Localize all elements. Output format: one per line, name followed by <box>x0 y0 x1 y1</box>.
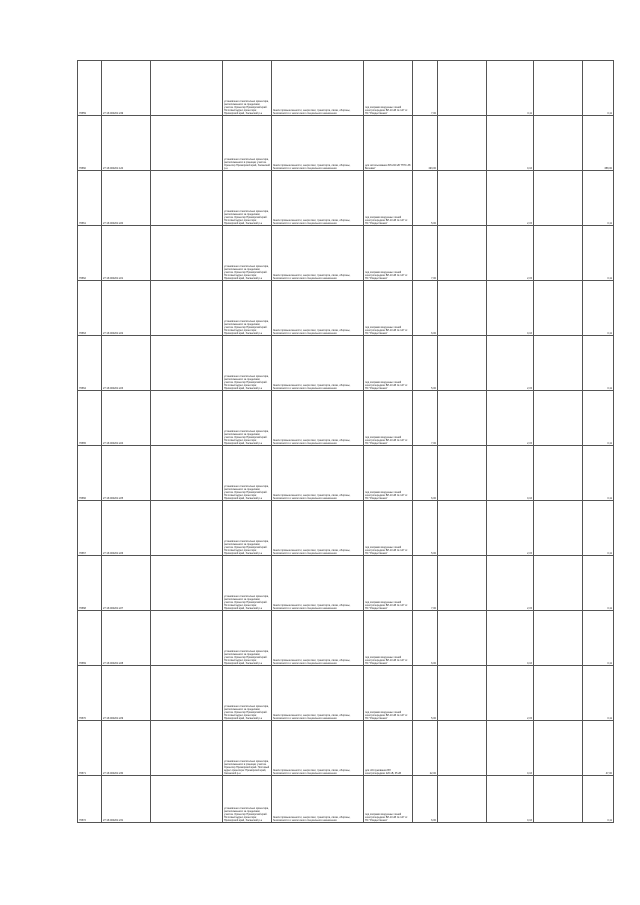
area-value: 22,00 <box>413 721 438 776</box>
empty-cell <box>438 61 487 116</box>
location-description: установлено относительно ориентира, расположенного за пределами участка. Ориентир Приморский край. Почтовый адрес ориентира: Приморский край, Хасанский р-н <box>223 446 272 501</box>
empty-cell <box>438 666 487 721</box>
empty-cell <box>438 721 487 776</box>
table-row <box>78 721 614 776</box>
land-category: Земли промышленности, энергетики, транспорта, связи, обороны, безопасности и земли иного специального назначения <box>272 666 364 721</box>
permitted-use: под опорами воздушных линий электропередачи ВЛ-10 кВ № 147 от ПС "Рождественка" <box>364 556 413 611</box>
empty-cell <box>151 446 223 501</box>
row-number: 76568 <box>78 556 102 611</box>
empty-cell <box>534 776 583 823</box>
area-value: 7,00 <box>413 391 438 446</box>
cadastral-number: 27:16:000201:221 <box>102 226 151 281</box>
rate-value: 2,15 <box>487 556 534 611</box>
cadastral-number: 27:16:000201:223 <box>102 336 151 391</box>
land-category: Земли промышленности, энергетики, транспорта, связи, обороны, безопасности и земли иного специального назначения <box>272 556 364 611</box>
cadastral-number: 27:16:000201:222 <box>102 281 151 336</box>
area-value: 6,00 <box>413 611 438 666</box>
empty-cell <box>438 226 487 281</box>
area-value: 6,00 <box>413 281 438 336</box>
table-row <box>78 391 614 446</box>
area-value: 5,00 <box>413 501 438 556</box>
land-category: Земли промышленности, энергетики, транспорта, связи, обороны, безопасности и земли иного специального назначения <box>272 776 364 823</box>
empty-cell <box>151 336 223 391</box>
empty-cell <box>438 611 487 666</box>
land-category: Земли промышленности, энергетики, транспорта, связи, обороны, безопасности и земли иного специального назначения <box>272 501 364 556</box>
empty-cell <box>534 666 583 721</box>
permitted-use: под опорами воздушных линий электропередачи ВЛ-10 кВ № 147 от ПС "Рождественка" <box>364 281 413 336</box>
permitted-use: для использования ВЛ-220 кВ "НПС-38 Бичевая" <box>364 116 413 171</box>
row-number: 76569 <box>78 611 102 666</box>
total-value: 0,11 <box>583 446 614 501</box>
land-category: Земли промышленности, энергетики, транспорта, связи, обороны, безопасности и земли иного специального назначения <box>272 226 364 281</box>
area-value: 7,00 <box>413 61 438 116</box>
location-description: установлено относительно ориентира, расположенного за пределами участка. Ориентир Приморский край. Почтовый адрес ориентира: Приморский край, Хасанский р-н <box>223 556 272 611</box>
land-category: Земли промышленности, энергетики, транспорта, связи, обороны, безопасности и земли иного специального назначения <box>272 281 364 336</box>
table-row <box>78 226 614 281</box>
rate-value: 0,16 <box>487 446 534 501</box>
location-description: установлено относительно ориентира, расположенного за пределами участка. Ориентир Приморский край. Почтовый адрес ориентира: Приморский край, Хасанский р-н <box>223 776 272 823</box>
cadastral-number: 27:16:000201:230 <box>102 721 151 776</box>
total-value: 0,11 <box>583 391 614 446</box>
table-row <box>78 61 614 116</box>
row-number: 76559 <box>78 61 102 116</box>
cadastral-number: 27:16:000201:120 <box>102 116 151 171</box>
table-row <box>78 501 614 556</box>
total-value: 0,11 <box>583 556 614 611</box>
total-value: 0,11 <box>583 776 614 823</box>
total-value: 0,11 <box>583 226 614 281</box>
rate-value: 0,16 <box>487 776 534 823</box>
empty-cell <box>438 501 487 556</box>
empty-cell <box>151 226 223 281</box>
land-category: Земли промышленности, энергетики, транспорта, связи, обороны, безопасности и земли иного специального назначения <box>272 721 364 776</box>
row-number: 76565 <box>78 391 102 446</box>
rate-value: 0,16 <box>487 721 534 776</box>
land-category: Земли промышленности, энергетики, транспорта, связи, обороны, безопасности и земли иного специального назначения <box>272 391 364 446</box>
empty-cell <box>438 776 487 823</box>
land-category: Земли промышленности, энергетики, транспорта, связи, обороны, безопасности и земли иного специального назначения <box>272 116 364 171</box>
total-value: 0,11 <box>583 281 614 336</box>
table-row <box>78 116 614 171</box>
location-description: установлено относительно ориентира, расположенного за пределами участка. Ориентир Приморский край. Почтовый адрес ориентира: Приморский край, Хасанский р-н <box>223 391 272 446</box>
empty-cell <box>534 116 583 171</box>
table-row <box>78 336 614 391</box>
permitted-use: под опорами воздушных линий электропередачи ВЛ-10 кВ № 147 от ПС "Рождественка" <box>364 666 413 721</box>
rate-value: 2,15 <box>487 391 534 446</box>
location-description: установлено относительно ориентира, расположенного в границах участка. Ориентир Приморский край. Почтовый адрес ориентира: Приморский край, Хасанский р-н <box>223 721 272 776</box>
permitted-use: под опорами воздушных линий электропередачи ВЛ-10 кВ № 147 от ПС "Рождественка" <box>364 391 413 446</box>
empty-cell <box>534 281 583 336</box>
permitted-use: под опорами воздушных линий электропередачи ВЛ-10 кВ № 147 от ПС "Рождественка" <box>364 226 413 281</box>
cadastral-number: 27:16:000201:220 <box>102 171 151 226</box>
area-value: 5,00 <box>413 171 438 226</box>
location-description: установлено относительно ориентира, расположенного за пределами участка. Ориентир Приморский край. Почтовый адрес ориентира: Приморский край, Хасанский р-н <box>223 281 272 336</box>
rate-value: 2,15 <box>487 226 534 281</box>
cadastral-number: 27:16:000201:227 <box>102 556 151 611</box>
permitted-use: под опорами воздушных линий электропередачи ВЛ-10 кВ № 147 от ПС "Рождественка" <box>364 61 413 116</box>
permitted-use: под опорами воздушных линий электропередачи ВЛ-10 кВ № 147 от ПС "Рождественка" <box>364 776 413 823</box>
rate-value: 2,15 <box>487 171 534 226</box>
rate-value: 2,15 <box>487 501 534 556</box>
table-row <box>78 281 614 336</box>
empty-cell <box>151 611 223 666</box>
permitted-use: для обслуживания ВЛ электропередачи 220 кВ, 35 кВ <box>364 721 413 776</box>
table-row <box>78 611 614 666</box>
empty-cell <box>534 721 583 776</box>
empty-cell <box>438 281 487 336</box>
rate-value: 0,16 <box>487 611 534 666</box>
total-value: 0,11 <box>583 336 614 391</box>
empty-cell <box>151 171 223 226</box>
table-row <box>78 446 614 501</box>
empty-cell <box>534 446 583 501</box>
empty-cell <box>534 611 583 666</box>
land-category: Земли промышленности, энергетики, транспорта, связи, обороны, безопасности и земли иного специального назначения <box>272 61 364 116</box>
empty-cell <box>534 171 583 226</box>
empty-cell <box>438 556 487 611</box>
rate-value: 0,16 <box>487 281 534 336</box>
rate-value: 0,16 <box>487 116 534 171</box>
total-value: 0,11 <box>583 611 614 666</box>
cadastral-number: 27:16:000201:231 <box>102 776 151 823</box>
location-description: установлено относительно ориентира, расположенного за пределами участка. Ориентир Приморский край. Почтовый адрес ориентира: Приморский край, Хасанский р-н <box>223 336 272 391</box>
location-description: установлено относительно ориентира, расположенного в границах участка. Ориентир Приморский край, Хасанский р-н <box>223 116 272 171</box>
row-number: 76570 <box>78 666 102 721</box>
land-plot-register-table <box>77 60 614 823</box>
cadastral-number: 27:16:000201:225 <box>102 446 151 501</box>
empty-cell <box>151 61 223 116</box>
empty-cell <box>151 556 223 611</box>
row-number: 76561 <box>78 171 102 226</box>
empty-cell <box>438 391 487 446</box>
table-row <box>78 666 614 721</box>
empty-cell <box>151 776 223 823</box>
area-value: 193,00 <box>413 116 438 171</box>
empty-cell <box>151 666 223 721</box>
permitted-use: под опорами воздушных линий электропередачи ВЛ-10 кВ № 147 от ПС "Рождественка" <box>364 171 413 226</box>
location-description: установлено относительно ориентира, расположенного за пределами участка. Ориентир Приморский край. Почтовый адрес ориентира: Приморский край, Хасанский р-н <box>223 226 272 281</box>
total-value: 388,00 <box>583 116 614 171</box>
row-number: 76564 <box>78 336 102 391</box>
empty-cell <box>534 61 583 116</box>
empty-cell <box>438 116 487 171</box>
empty-cell <box>534 336 583 391</box>
area-value: 6,00 <box>413 776 438 823</box>
row-number: 76566 <box>78 446 102 501</box>
land-category: Земли промышленности, энергетики, транспорта, связи, обороны, безопасности и земли иного специального назначения <box>272 336 364 391</box>
empty-cell <box>151 116 223 171</box>
empty-cell <box>151 391 223 446</box>
location-description: установлено относительно ориентира, расположенного за пределами участка. Ориентир Приморский край. Почтовый адрес ориентира: Приморский край, Хасанский р-н <box>223 61 272 116</box>
empty-cell <box>534 501 583 556</box>
land-category: Земли промышленности, энергетики, транспорта, связи, обороны, безопасности и земли иного специального назначения <box>272 611 364 666</box>
location-description: установлено относительно ориентира, расположенного за пределами участка. Ориентир Приморский край. Почтовый адрес ориентира: Приморский край, Хасанский р-н <box>223 611 272 666</box>
cadastral-number: 27:16:000201:224 <box>102 391 151 446</box>
row-number: 76567 <box>78 501 102 556</box>
rate-value: 0,11 <box>487 61 534 116</box>
area-value: 5,00 <box>413 336 438 391</box>
rate-value: 2,15 <box>487 336 534 391</box>
permitted-use: под опорами воздушных линий электропередачи ВЛ-10 кВ № 147 от ПС "Рождественка" <box>364 501 413 556</box>
table-row <box>78 776 614 823</box>
row-number: 76572 <box>78 776 102 823</box>
cadastral-number: 27:16:000201:228 <box>102 611 151 666</box>
empty-cell <box>438 336 487 391</box>
total-value: 0,11 <box>583 61 614 116</box>
row-number: 76563 <box>78 281 102 336</box>
row-number: 76560 <box>78 116 102 171</box>
area-value: 6,00 <box>413 446 438 501</box>
empty-cell <box>534 556 583 611</box>
empty-cell <box>151 281 223 336</box>
area-value: 5,00 <box>413 666 438 721</box>
cadastral-number: 27:16:000201:249 <box>102 61 151 116</box>
empty-cell <box>534 391 583 446</box>
permitted-use: под опорами воздушных линий электропередачи ВЛ-10 кВ № 147 от ПС "Рождественка" <box>364 611 413 666</box>
row-number: 76571 <box>78 721 102 776</box>
cadastral-number: 27:16:000201:226 <box>102 501 151 556</box>
total-value: 0,11 <box>583 171 614 226</box>
area-value: 7,00 <box>413 556 438 611</box>
location-description: установлено относительно ориентира, расположенного за пределами участка. Ориентир Приморский край. Почтовый адрес ориентира: Приморский край, Хасанский р-н <box>223 171 272 226</box>
location-description: установлено относительно ориентира, расположенного за пределами участка. Ориентир Приморский край. Почтовый адрес ориентира: Приморский край, Хасанский р-н <box>223 501 272 556</box>
permitted-use: под опорами воздушных линий электропередачи ВЛ-10 кВ № 147 от ПС "Рождественка" <box>364 446 413 501</box>
empty-cell <box>438 446 487 501</box>
row-number: 76562 <box>78 226 102 281</box>
total-value: 0,11 <box>583 666 614 721</box>
table-row <box>78 171 614 226</box>
empty-cell <box>534 226 583 281</box>
permitted-use: под опорами воздушных линий электропередачи ВЛ-10 кВ № 147 от ПС "Рождественка" <box>364 336 413 391</box>
land-category: Земли промышленности, энергетики, транспорта, связи, обороны, безопасности и земли иного специального назначения <box>272 171 364 226</box>
rate-value: 2,15 <box>487 666 534 721</box>
location-description: установлено относительно ориентира, расположенного за пределами участка. Ориентир Приморский край. Почтовый адрес ориентира: Приморский край, Хасанский р-н <box>223 666 272 721</box>
area-value: 7,00 <box>413 226 438 281</box>
total-value: 47,00 <box>583 721 614 776</box>
land-category: Земли промышленности, энергетики, транспорта, связи, обороны, безопасности и земли иного специального назначения <box>272 446 364 501</box>
empty-cell <box>151 501 223 556</box>
empty-cell <box>151 721 223 776</box>
empty-cell <box>438 171 487 226</box>
total-value: 0,11 <box>583 501 614 556</box>
cadastral-number: 27:16:000201:229 <box>102 666 151 721</box>
table-row <box>78 556 614 611</box>
